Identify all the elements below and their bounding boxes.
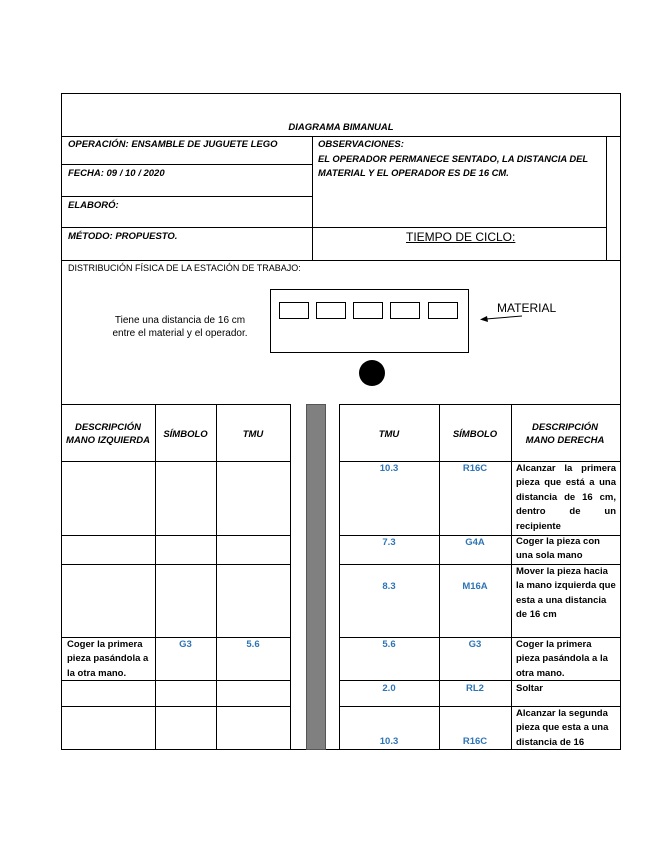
header-row-divider-1 — [61, 164, 312, 165]
date-field: FECHA: 09 / 10 / 2020 — [68, 168, 165, 179]
left-row-4-symbol: G3 — [179, 639, 192, 650]
left-table-col-1 — [155, 404, 156, 750]
material-arrow-icon — [478, 313, 524, 323]
right-row-2-tmu: 7.3 — [382, 537, 396, 548]
right-row-5-description: Soltar — [516, 683, 543, 694]
left-row-4-description: Coger la primera pieza pasándola a la otra mano. — [67, 639, 149, 679]
header-right-edge — [606, 136, 607, 260]
left-row-4-tmu: 5.6 — [246, 639, 260, 650]
distance-note-line-1: Tiene una distancia de 16 cm — [114, 315, 246, 326]
header-row-divider-3 — [61, 227, 606, 228]
right-row-3-description: Mover la pieza hacia la mano izquierda que esta a una distancia de 16 cm — [516, 566, 616, 621]
right-row-5-symbol: RL2 — [466, 683, 484, 694]
left-symbol-header: SÍMBOLO — [163, 429, 208, 440]
left-table-top — [61, 404, 290, 405]
right-row-6-description: Alcanzar la segunda pieza que esta a una distancia de 16 — [516, 708, 609, 748]
distance-note — [90, 314, 270, 340]
right-description-header: DESCRIPCIÓN MANO DERECHA — [525, 422, 605, 446]
header-column-divider — [312, 136, 313, 260]
method-field: MÉTODO: PROPUESTO. — [68, 231, 178, 242]
right-row-4-description: Coger la primera pieza pasándola a la otra mano. — [516, 639, 608, 679]
hands-separator-bar — [306, 404, 326, 750]
workstation-layout-label: DISTRIBUCIÓN FÍSICA DE LA ESTACIÓN DE TRABAJO: — [68, 263, 301, 273]
operation-field: OPERACIÓN: ENSAMBLE DE JUGUETE LEGO — [68, 139, 278, 150]
observations-line-1: EL OPERADOR PERMANECE SENTADO, LA DISTANCIA DEL — [318, 153, 589, 164]
material-bin-3 — [353, 302, 383, 319]
left-tmu-header: TMU — [242, 429, 264, 440]
right-row-3-tmu: 8.3 — [382, 581, 396, 592]
material-bin-5 — [428, 302, 458, 319]
right-row-4-tmu: 5.6 — [382, 639, 396, 650]
observations-label: OBSERVACIONES: — [318, 139, 404, 150]
header-bottom-divider — [61, 260, 621, 261]
header-row-divider-2 — [61, 196, 312, 197]
left-table-header-divider — [61, 461, 290, 462]
right-table-top — [339, 404, 621, 405]
page-title: DIAGRAMA BIMANUAL — [288, 122, 394, 133]
left-table-col-2 — [216, 404, 217, 750]
distance-note-line-2: entre el material y el operador. — [112, 328, 248, 339]
left-table-right-edge — [290, 404, 291, 750]
author-field: ELABORÓ: — [68, 200, 119, 211]
left-table-row-divider-1 — [61, 535, 290, 536]
right-tmu-header: TMU — [378, 429, 400, 440]
material-bin-4 — [390, 302, 420, 319]
right-row-6-symbol: R16C — [462, 736, 488, 747]
right-row-4-symbol: G3 — [468, 639, 482, 650]
right-row-2-description: Coger la pieza con una sola mano — [516, 536, 600, 562]
left-description-header: DESCRIPCIÓN MANO IZQUIERDA — [66, 422, 150, 446]
material-bin-2 — [316, 302, 346, 319]
title-divider — [61, 136, 621, 137]
right-table-col-1 — [439, 404, 440, 750]
material-label: MATERIAL — [497, 301, 557, 315]
right-row-2-symbol: G4A — [465, 537, 485, 548]
right-row-5-tmu: 2.0 — [382, 683, 396, 694]
right-table-col-2 — [511, 404, 512, 750]
right-row-1-tmu: 10.3 — [379, 463, 399, 474]
operator-position-icon — [359, 360, 385, 386]
right-row-1-description: Alcanzar la primera pieza que está a una distancia de 16 cm, dentro de un recipiente — [516, 463, 616, 532]
cycle-time-label — [406, 230, 515, 244]
left-table-row-divider-2 — [61, 564, 290, 565]
right-row-6-tmu: 10.3 — [379, 736, 399, 747]
material-bin-1 — [279, 302, 309, 319]
workstation-table — [270, 289, 469, 353]
cycle-time-text: TIEMPO DE CICLO: — [406, 230, 516, 244]
left-table-row-divider-5 — [61, 706, 290, 707]
observations-line-2: MATERIAL Y EL OPERADOR ES DE 16 CM. — [318, 167, 509, 178]
right-row-1-symbol: R16C — [462, 463, 488, 474]
right-row-3-symbol: M16A — [462, 581, 488, 592]
right-symbol-header: SÍMBOLO — [452, 429, 498, 440]
right-table-left-edge — [339, 404, 340, 750]
